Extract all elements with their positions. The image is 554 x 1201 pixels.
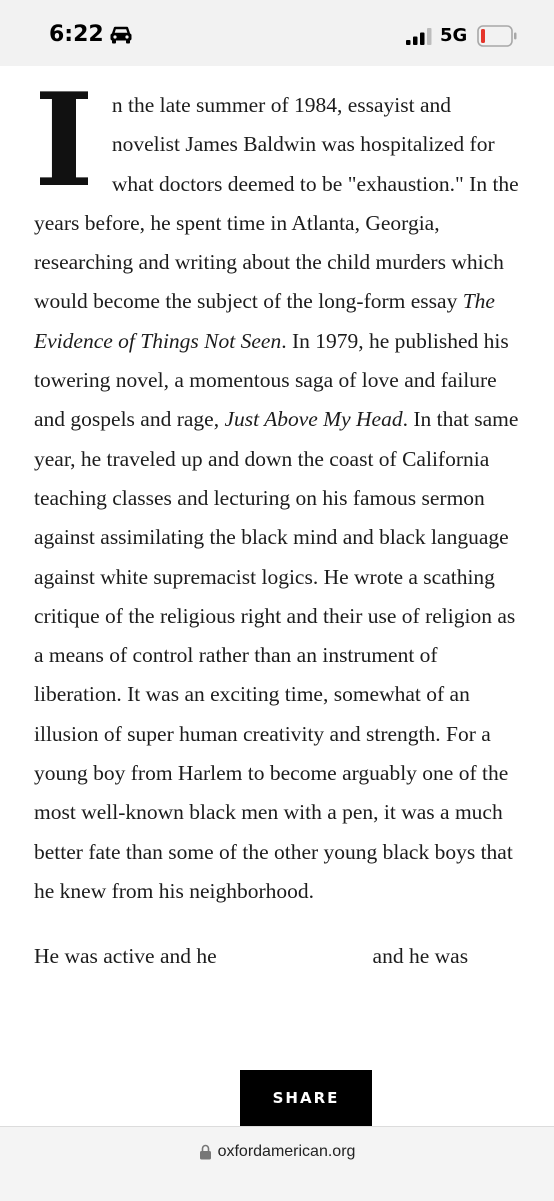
- car-icon: [109, 26, 133, 44]
- paragraph-text: . In 1979, he published his towering novel, a momentous saga of love and failure and gospels and rage,: [34, 328, 509, 432]
- status-bar: [0, 0, 554, 66]
- url-wrap[interactable]: [0, 1143, 554, 1161]
- signal-icon: [406, 28, 434, 45]
- article-paragraph: [34, 66, 524, 911]
- article-body: [34, 66, 524, 1003]
- paragraph-text: . In that same year, he traveled up and down the coast of California teaching classes and lecturing on his famous sermon against assimilating the black mind and black language against white supremacist logics. He wrote a scathing critique of the religious right and their use of religion as a means of control rather than an instrument of liberation. It was an exciting time, somewhat of an illusion of super human creativity and strength. For a young boy from Harlem to become arguably one of the most well-known black men with a pen, it was a much better fate than some of the other young black boys that he knew from his neighborhood.: [34, 407, 519, 903]
- url-text[interactable]: oxfordamerican.org: [217, 1143, 356, 1160]
- url-bar[interactable]: [0, 1126, 554, 1201]
- status-time: 6:22: [49, 22, 104, 47]
- lock-icon: [199, 1144, 212, 1160]
- network-label: 5G: [440, 25, 468, 46]
- book-title: Just Above My Head: [224, 407, 403, 432]
- drop-cap: I: [34, 66, 94, 216]
- book-title: The Evidence of Things Not Seen: [34, 289, 495, 353]
- article-paragraph: [34, 937, 524, 976]
- paragraph-text: He was active and he and he was: [34, 944, 469, 969]
- share-button[interactable]: SHARE: [240, 1070, 372, 1126]
- battery-icon: [477, 25, 517, 47]
- paragraph-text: n the late summer of 1984, essayist and novelist James Baldwin was hospitalized for what doctors deemed to be "exhaustion." In the years before, he spent time in Atlanta, Georgia, researching and writing about the child murders which would become the subject of the long-form essay: [34, 93, 519, 314]
